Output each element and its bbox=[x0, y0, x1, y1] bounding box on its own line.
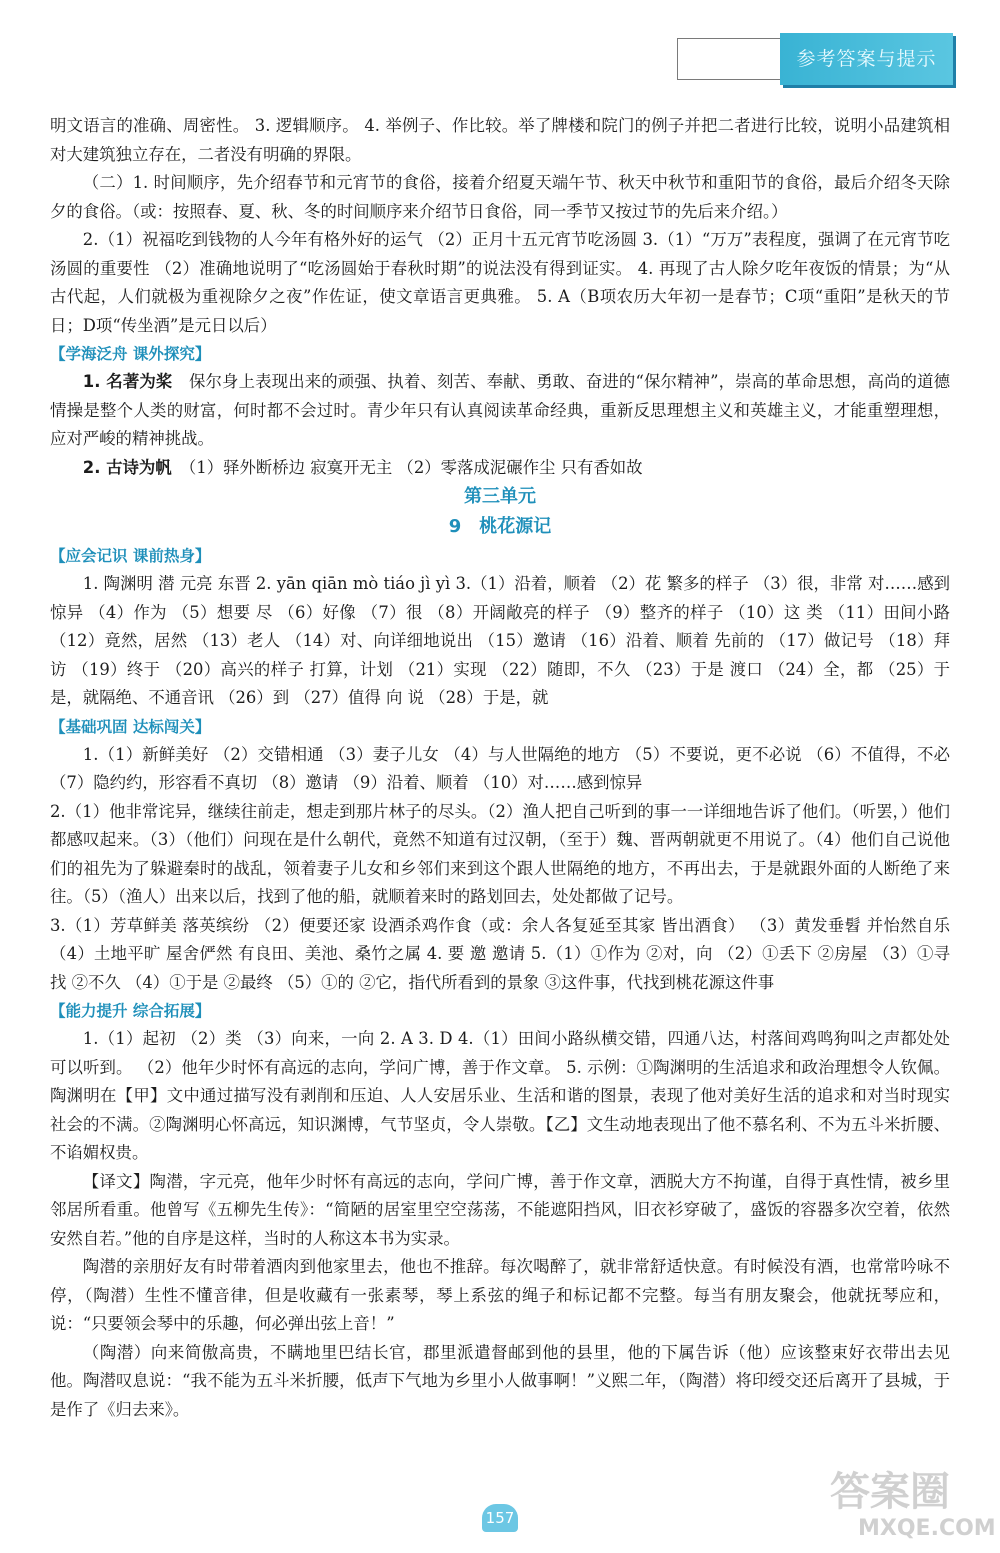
translation-paragraph-1: 【译文】陶潜，字元亮，他年少时怀有高远的志向，学问广博，善于作文章，洒脱大方不拘谨，自得于真性情，被乡里邻居所看重。他曾写《五柳先生传》：“简陋的居室里空空荡荡，不能遮阳挡风，旧衣衫穿破了，盛饭的容器多次空着，依然安然自若。”他的自序是这样，当时的人称这本书为实录。 bbox=[50, 1171, 950, 1248]
page-number: 157 bbox=[482, 1504, 518, 1532]
xuehai-item-2-label: 2. 古诗为帆 bbox=[82, 457, 172, 477]
translation-paragraph-3: （陶潜）向来简傲高贵，不瞒地里巴结长官，郡里派遣督邮到他的县里，他的下属告诉（他）应该整束好衣带出去见他。陶潜叹息说：“我不能为五斗米折腰，低声下气地为乡里小人做事啊！”义熙二年，（陶潜）将印绶交还后离开了县城，于是作了《归去来》。 bbox=[50, 1342, 950, 1419]
translation-paragraph-2: 陶潜的亲朋好友有时带着酒肉到他家里去，他也不推辞。每次喝醉了，就非常舒适快意。有时候没有酒，也常常吟咏不停，（陶潜）生性不懂音律，但是收藏有一张素琴，琴上系弦的绳子和标记都不完整。每当有朋友聚会，他就抚琴应和，说：“只要领会琴中的乐趣，何必弹出弦上音！” bbox=[50, 1257, 950, 1333]
jichu-answers-2: 2.（1）他非常诧异，继续往前走，想走到那片林子的尽头。（2）渔人把自己听到的事一一详细地告诉了他们。（听罢，）他们都感叹起来。（3）（他们）问现在是什么朝代，竟然不知道有过汉朝，（至于）魏、晋两朝就更不用说了。（4）他们自己说他们的祖先为了躲避秦时的战乱，领着妻子儿女和乡邻们来到这个跟人世隔绝的地方，不再出去，于是就跟外面的人断绝了来往。（5）（渔人）出来以后，找到了他的船，就顺着来时的路划回去，处处都做了记号。 bbox=[50, 801, 950, 906]
watermark-url: MXQE.COM bbox=[858, 1516, 996, 1541]
unit-title: 第三单元 bbox=[464, 486, 536, 507]
xuehai-item-2 bbox=[50, 454, 950, 483]
jichu-answers-3: 3.（1）芳草鲜美 落英缤纷 （2）便要还家 设酒杀鸡作食（或：余人各复延至其家 皆出酒食） （3）黄发垂髫 并怡然自乐 （4）土地平旷 屋舍俨然 有良田、美池、桑竹之属 4. 要 邀 邀请 5.（1）①作为 ②对，向 （2）①丢下 ②房屋 （3）①寻找 ②不久 （4）①于是 ②最终 （5）①的 ②它，指代所看到的景象 ③这件事，代找到桃花源这件事 bbox=[50, 915, 950, 992]
paragraph-continued-2: （二）1. 时间顺序，先介绍春节和元宵节的食俗，接着介绍夏天端午节、秋天中秋节和重阳节的食俗，最后介绍冬天除夕的食俗。（或：按照春、夏、秋、冬的时间顺序来介绍节日食俗，同一季节又按过节的先后来介绍。） bbox=[50, 173, 950, 221]
xuehai-item-2-text: （1）驿外断桥边 寂寞开无主 （2）零落成泥碾作尘 只有香如故 bbox=[188, 457, 643, 477]
section-heading-nengli: 【能力提升 综合拓展】 bbox=[50, 1002, 211, 1020]
page-content bbox=[50, 112, 950, 1424]
jichu-answers-1: 1.（1）新鲜美好 （2）交错相通 （3）妻子儿女 （4）与人世隔绝的地方 （5）不要说，更不必说 （6）不值得，不必 （7）隐约约，形容看不真切 （8）邀请 （9）沿着、顺着 （10）对……感到惊异 bbox=[50, 744, 950, 792]
nengli-answers: 1.（1）起初 （2）类 （3）向来，一向 2. A 3. D 4.（1）田间小路纵横交错，四通八达，村落间鸡鸣狗叫之声都处处可以听到。 （2）他年少时怀有高远的志向，学问广博，善于作文章。 5. 示例：①陶渊明的生活追求和政治理想令人钦佩。陶渊明在【甲】文中通过描写没有剥削和压迫、人人安居乐业、生活和谐的图景，表现了他对美好生活的追求和对当时现实社会的不满。②陶渊明心怀高远，知识渊博，气节坚贞，令人崇敬。【乙】文生动地表现出了他不慕名利、不为五斗米折腰、不谄媚权贵。 bbox=[50, 1029, 950, 1162]
paragraph-continued-3: 2.（1）祝福吃到钱物的人今年有格外好的运气 （2）正月十五元宵节吃汤圆 3.（1）“万万”表程度，强调了在元宵节吃汤圆的重要性 （2）准确地说明了“吃汤圆始于春秋时期”的说法没有得到证实。 4. 再现了古人除夕吃年夜饭的情景；为“从古代起，人们就极为重视除夕之夜”作佐证，使文章语言更典雅。 5. A（B项农历大年初一是春节；C项“重阳”是秋天的节日；D项“传坐酒”是元日以后） bbox=[50, 230, 950, 335]
section-heading-yinghui: 【应会记识 课前热身】 bbox=[50, 547, 211, 565]
paragraph-continued-1: 明文语言的准确、周密性。 3. 逻辑顺序。 4. 举例子、作比较。举了牌楼和院门的例子并把二者进行比较，说明小品建筑相对大建筑独立存在，二者没有明确的界限。 bbox=[50, 116, 950, 164]
lesson-title: 9 桃花源记 bbox=[448, 516, 552, 537]
section-heading-xuehai: 【学海泛舟 课外探究】 bbox=[50, 345, 211, 363]
answer-section-tab: 参考答案与提示 bbox=[780, 33, 953, 85]
xuehai-item-1-text: 保尔身上表现出来的顽强、执着、刻苦、奉献、勇敢、奋进的“保尔精神”，崇高的革命思想，高尚的道德情操是整个人类的财富，何时都不会过时。青少年只有认真阅读革命经典，重新反思理想主义和英雄主义，才能重塑理想，应对严峻的精神挑战。 bbox=[50, 372, 951, 448]
xuehai-item-1 bbox=[50, 368, 950, 454]
xuehai-item-1-label: 1. 名著为桨 bbox=[82, 372, 173, 391]
yinghui-answers: 1. 陶渊明 潜 元亮 东晋 2. yān qiān mò tiáo jì yì 3.（1）沿着，顺着 （2）花 繁多的样子 （3）很，非常 对……感到惊异 （4）作为 （5）想要 尽 （6）好像 （7）很 （8）开阔敞亮的样子 （9）整齐的样子 （10）这 类 （11）田间小路 （12）竟然，居然 （13）老人 （14）对、向详细地说出 （15）邀请 （16）沿着、顺着 先前的 （17）做记号 （18）拜访 （19）终于 （20）高兴的样子 打算，计划 （21）实现 （22）随即，不久 （23）于是 渡口 （24）全，都 （25）于是，就隔绝、不通音讯 （26）到 （27）值得 向 说 （28）于是，就 bbox=[50, 574, 950, 707]
watermark-logo: 答案圈 bbox=[830, 1469, 950, 1515]
section-heading-jichu: 【基础巩固 达标闯关】 bbox=[50, 717, 211, 736]
